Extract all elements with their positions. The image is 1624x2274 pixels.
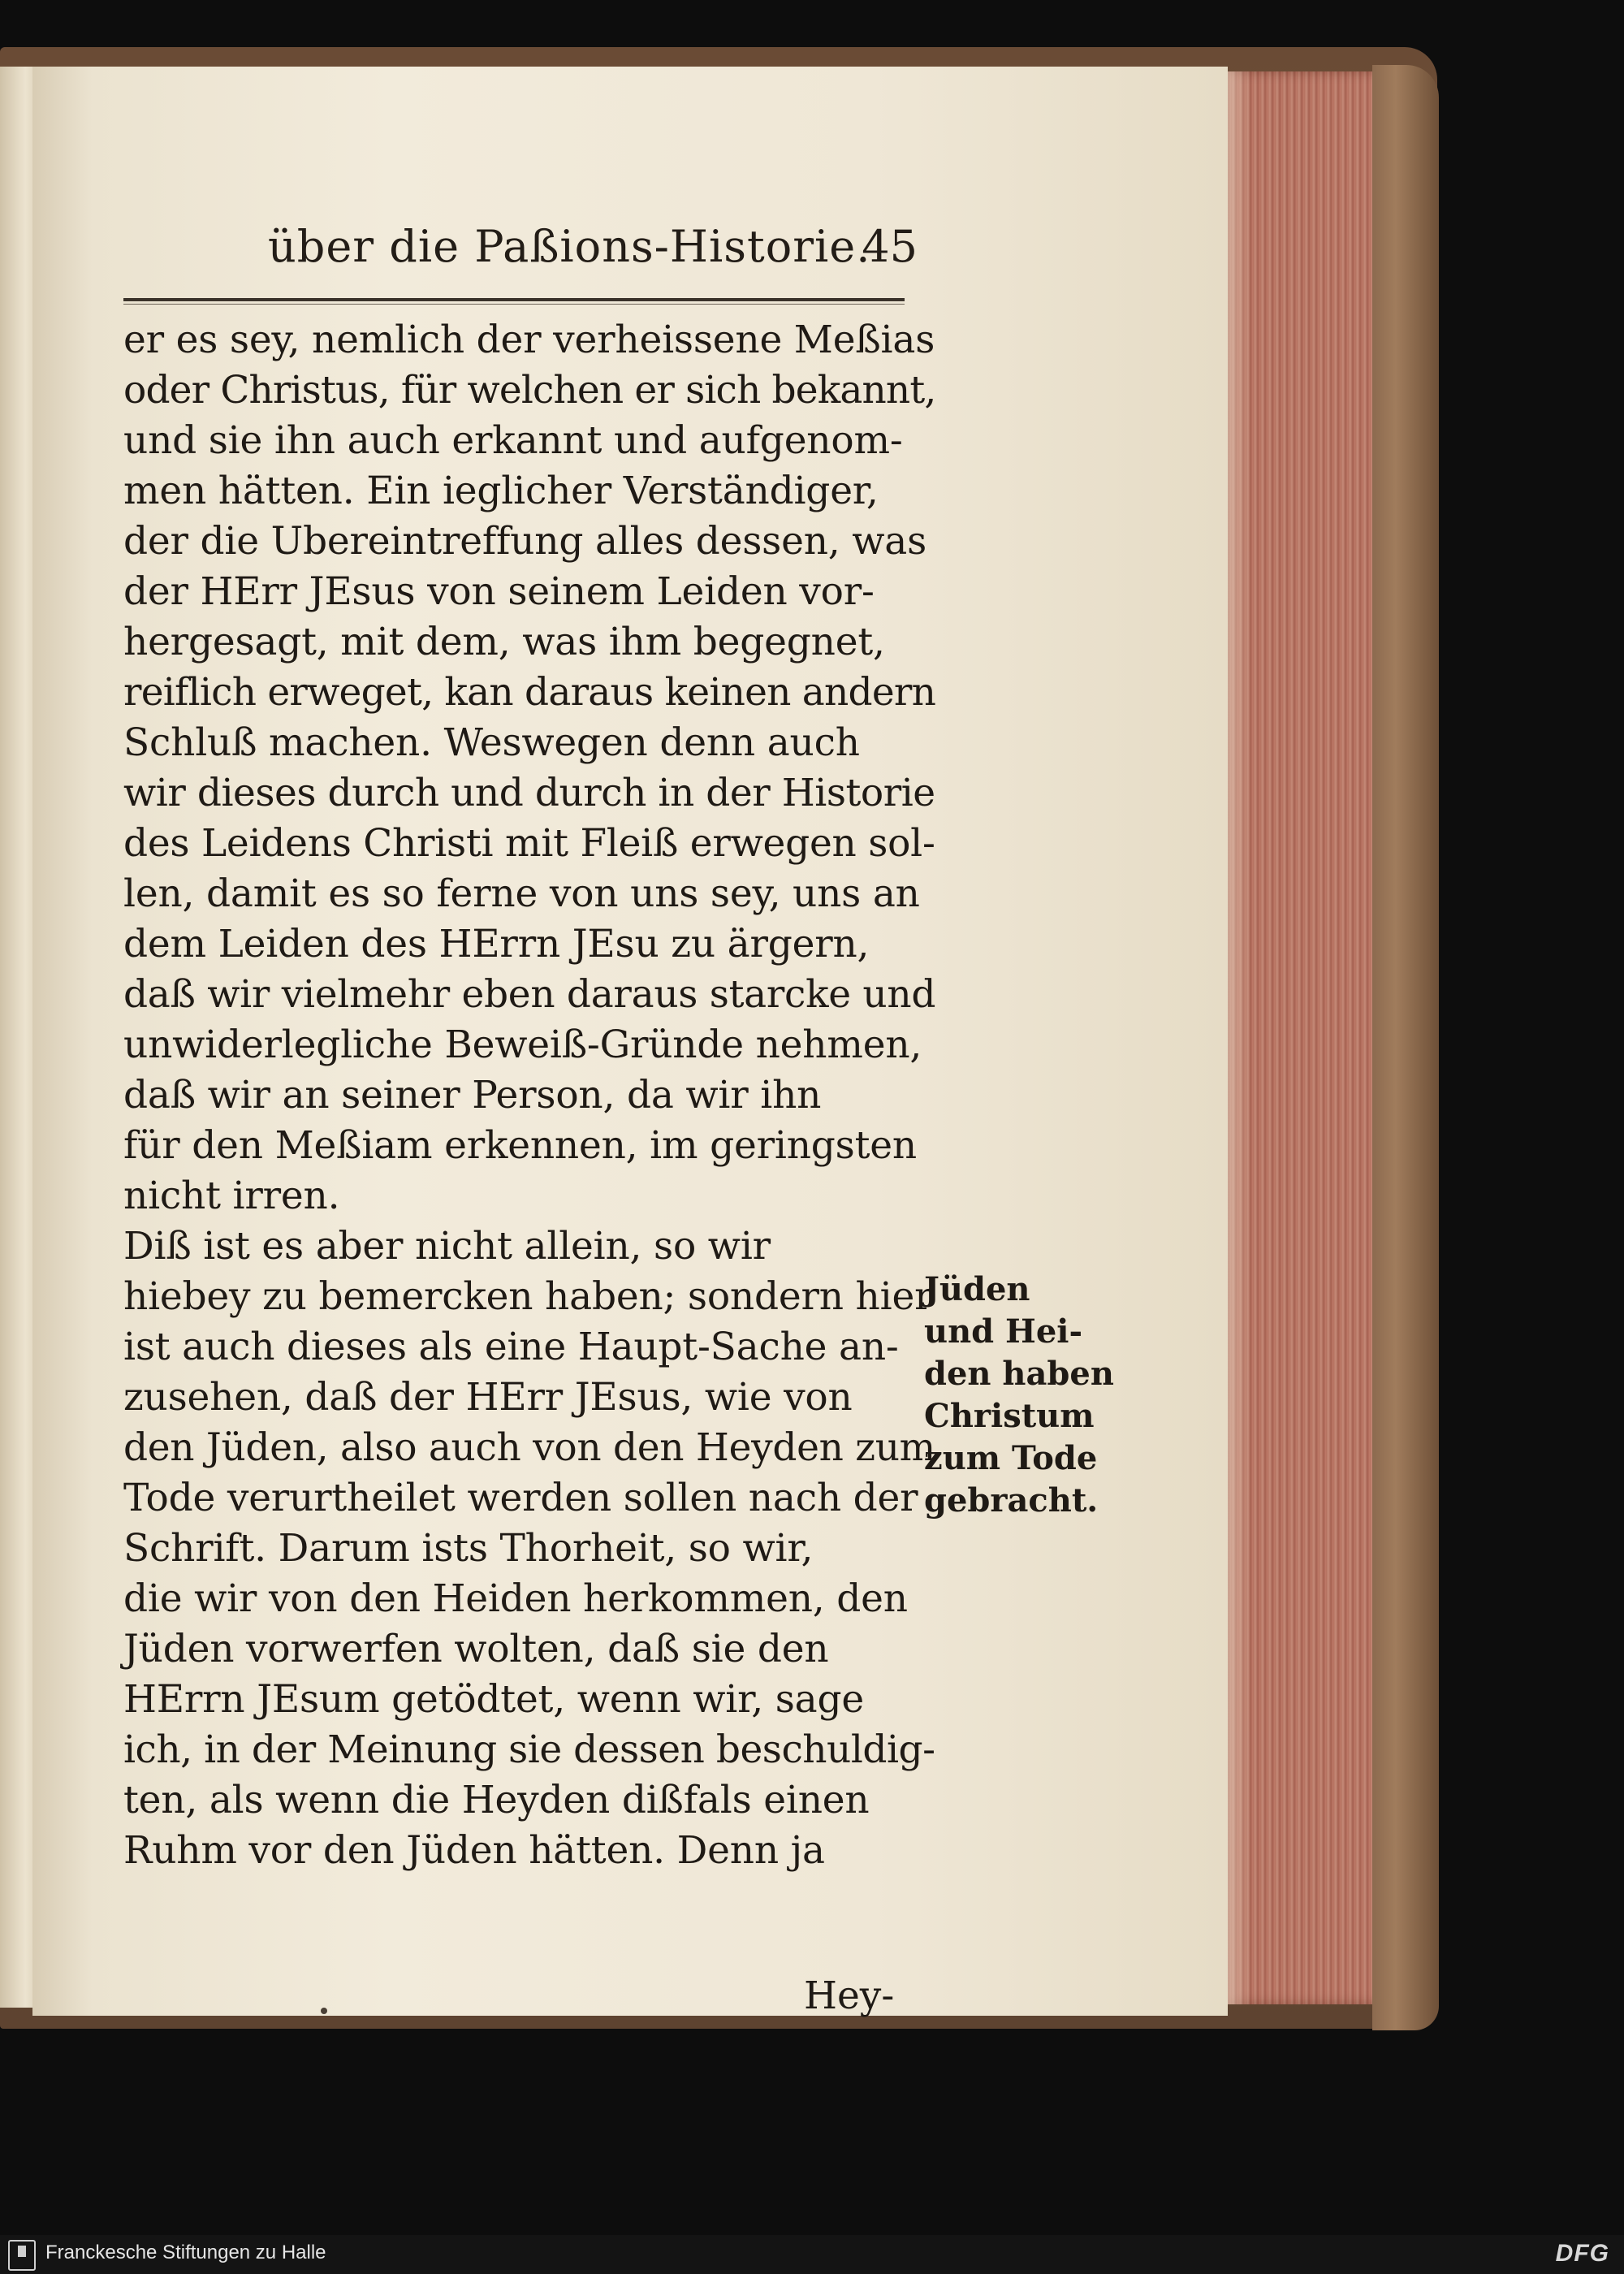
text-line: Tode verurtheilet werden sollen nach der [123,1476,918,1520]
text-line: hiebey zu bemercken haben; sondern hier [123,1274,933,1319]
marginal-note-line: den haben [924,1355,1114,1393]
text-line: Diß ist es aber nicht allein, so wir [123,1224,771,1269]
text-line: er es sey, nemlich der verheissene Meßias [123,318,935,362]
header-rule-thin [123,304,905,305]
marginal-note-line: Jüden [924,1270,1030,1308]
text-line: den Jüden, also auch von den Heyden zum [123,1425,935,1470]
text-line: der die Ubereintreffung alles dessen, was [123,519,927,564]
text-line: daß wir an seiner Person, da wir ihn [123,1073,822,1118]
text-line: reiflich erweget, kan daraus keinen andern [123,670,936,715]
text-line: oder Christus, für welchen er sich bekannt, [123,368,936,413]
text-line: unwiderlegliche Beweiß-Gründe nehmen, [123,1022,922,1067]
book-cover-right-edge [1372,65,1439,2030]
marginal-note [924,1269,1114,1522]
text-line: nicht irren. [123,1174,340,1218]
book-page [32,67,1228,2016]
text-line: und sie ihn auch erkannt und aufgenom- [123,418,903,463]
dfg-logo: DFG [1555,2240,1609,2267]
page-number: 45 [862,221,918,272]
text-line: Schluß machen. Weswegen denn auch [123,720,860,765]
text-line: len, damit es so ferne von uns sey, uns an [123,871,920,916]
page-edges-highlight [1226,71,1250,2004]
text-line: für den Meßiam erkennen, im geringsten [123,1123,917,1168]
text-line: hergesagt, mit dem, was ihm begegnet, [123,620,885,664]
body-text [123,315,935,1876]
footer-bar [0,2235,1624,2274]
marginal-note-line: und Hei- [924,1312,1083,1351]
text-line: die wir von den Heiden herkommen, den [123,1576,908,1621]
text-line: ten, als wenn die Heyden dißfals einen [123,1778,870,1822]
header-rule [123,298,905,301]
text-line: ich, in der Meinung sie dessen beschuldig- [123,1727,935,1772]
text-line: der HErr JEsus von seinem Leiden vor- [123,569,875,614]
text-line: Ruhm vor den Jüden hätten. Denn ja [123,1828,825,1873]
text-line: dem Leiden des HErrn JEsu zu ärgern, [123,922,870,966]
running-title: über die Paßions-Historie. [268,221,871,272]
marginal-note-line: zum Tode [924,1439,1098,1477]
text-line: des Leidens Christi mit Fleiß erwegen sol- [123,821,935,866]
ink-speck [321,2008,327,2014]
text-line: zusehen, daß der HErr JEsus, wie von [123,1375,853,1420]
institution-logo-icon [8,2240,36,2271]
text-line: daß wir vielmehr eben daraus starcke und [123,972,936,1017]
catchword: Hey- [804,1974,895,2018]
marginal-note-line: gebracht. [924,1481,1099,1520]
text-line: Schrift. Darum ists Thorheit, so wir, [123,1526,814,1571]
footer-institution-label: Franckesche Stiftungen zu Halle [45,2242,326,2263]
marginal-note-line: Christum [924,1397,1095,1435]
text-line: men hätten. Ein ieglicher Verständiger, [123,469,879,513]
text-line: Jüden vorwerfen wolten, daß sie den [123,1627,829,1671]
text-line: HErrn JEsum getödtet, wenn wir, sage [123,1677,864,1722]
page-header [219,221,918,294]
text-line: ist auch dieses als eine Haupt-Sache an- [123,1325,899,1369]
text-line: wir dieses durch und durch in der Historie [123,771,935,815]
